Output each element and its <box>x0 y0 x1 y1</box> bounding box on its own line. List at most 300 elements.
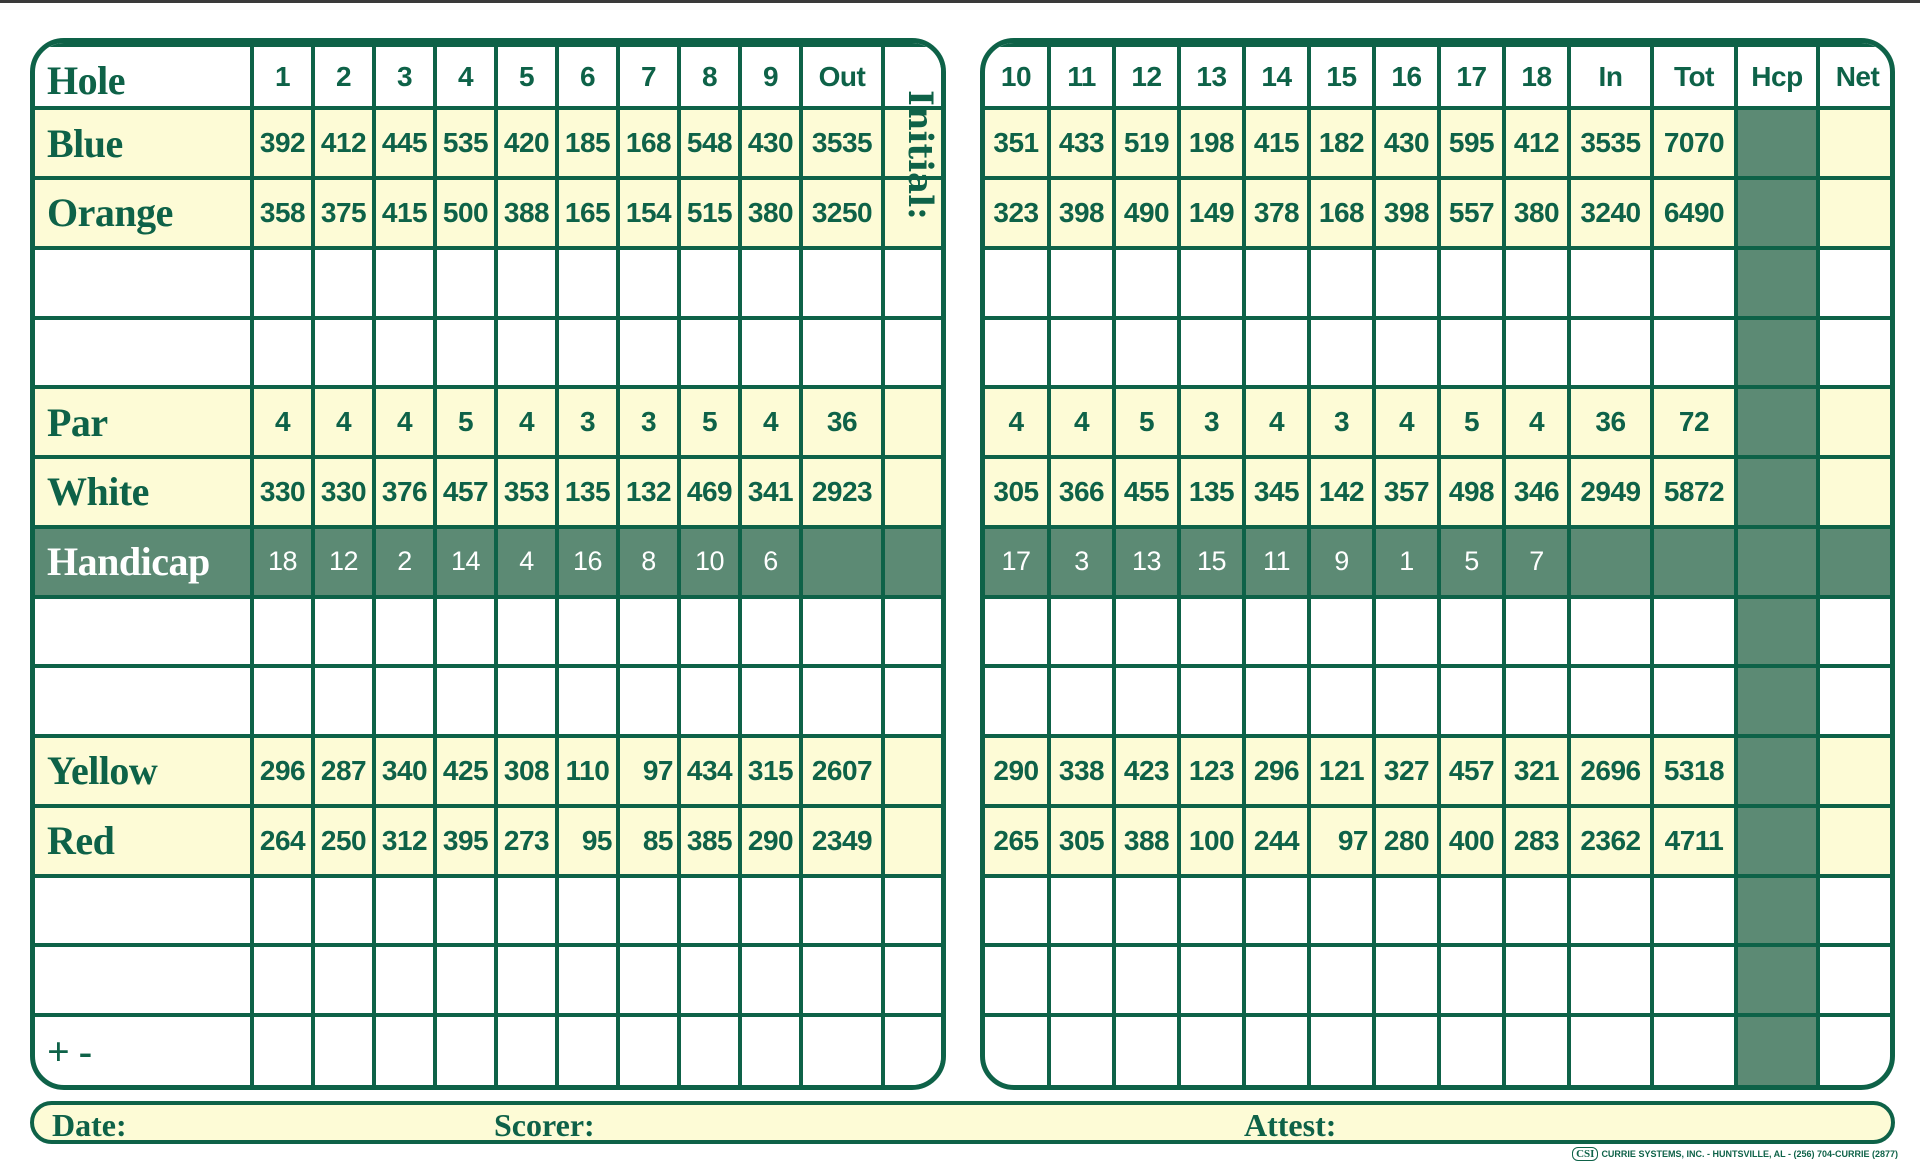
score-cell[interactable] <box>740 876 801 946</box>
score-cell[interactable] <box>1736 178 1818 248</box>
front-row <box>35 457 941 527</box>
yardage-cell: 4711 <box>1652 806 1736 876</box>
score-cell[interactable] <box>313 945 374 1015</box>
score-cell[interactable] <box>1818 318 1895 388</box>
score-cell[interactable] <box>374 248 435 318</box>
score-cell[interactable] <box>252 666 313 736</box>
score-cell[interactable] <box>1504 666 1569 736</box>
front-row <box>35 806 941 876</box>
initial-cell[interactable] <box>883 527 941 597</box>
yardage-cell: 5872 <box>1652 457 1736 527</box>
yardage-cell: 12 <box>313 527 374 597</box>
score-cell[interactable] <box>1439 945 1504 1015</box>
score-cell[interactable] <box>1309 666 1374 736</box>
score-cell[interactable] <box>801 1015 883 1085</box>
score-cell[interactable] <box>1736 457 1818 527</box>
score-cell[interactable] <box>1309 597 1374 667</box>
yardage-cell: 2349 <box>801 806 883 876</box>
score-cell[interactable] <box>1114 945 1179 1015</box>
yardage-cell: 121 <box>1309 736 1374 806</box>
score-cell[interactable] <box>1736 248 1818 318</box>
score-cell[interactable] <box>1049 597 1114 667</box>
initial-cell[interactable] <box>883 945 941 1015</box>
yardage-cell: 385 <box>679 806 740 876</box>
score-cell[interactable] <box>496 945 557 1015</box>
back-row <box>985 248 1895 318</box>
yardage-cell: 430 <box>1374 108 1439 178</box>
yardage-cell: 290 <box>985 736 1049 806</box>
score-cell[interactable] <box>1736 1015 1818 1085</box>
score-cell[interactable] <box>1374 666 1439 736</box>
yardage-cell: 353 <box>496 457 557 527</box>
yardage-cell: 3 <box>1309 387 1374 457</box>
score-cell[interactable] <box>1114 248 1179 318</box>
score-cell[interactable] <box>1114 876 1179 946</box>
score-cell[interactable] <box>1652 597 1736 667</box>
score-cell[interactable] <box>496 876 557 946</box>
score-cell[interactable] <box>1652 666 1736 736</box>
yardage-cell: 380 <box>740 178 801 248</box>
score-cell[interactable] <box>1818 1015 1895 1085</box>
hole-header-17: 17 <box>1439 45 1504 108</box>
score-cell[interactable] <box>313 318 374 388</box>
yardage-cell: 378 <box>1244 178 1309 248</box>
score-cell[interactable] <box>740 597 801 667</box>
yardage-cell: 366 <box>1049 457 1114 527</box>
score-cell[interactable] <box>496 318 557 388</box>
score-cell[interactable] <box>618 666 679 736</box>
score-cell[interactable] <box>1818 178 1895 248</box>
score-cell[interactable] <box>374 945 435 1015</box>
attest-label: Attest: <box>1244 1107 1337 1143</box>
score-cell[interactable] <box>1049 1015 1114 1085</box>
yardage-cell: 380 <box>1504 178 1569 248</box>
yardage-cell: 498 <box>1439 457 1504 527</box>
score-cell[interactable] <box>1652 527 1736 597</box>
score-cell[interactable] <box>1818 457 1895 527</box>
score-cell[interactable] <box>557 1015 618 1085</box>
yardage-cell: 5 <box>1114 387 1179 457</box>
score-cell[interactable] <box>1374 876 1439 946</box>
score-cell[interactable] <box>801 248 883 318</box>
score-cell[interactable] <box>618 945 679 1015</box>
score-cell[interactable] <box>618 597 679 667</box>
score-cell[interactable] <box>1114 597 1179 667</box>
yardage-cell: 280 <box>1374 806 1439 876</box>
score-cell[interactable] <box>1569 597 1652 667</box>
score-cell[interactable] <box>1736 527 1818 597</box>
score-cell[interactable] <box>679 318 740 388</box>
score-cell[interactable] <box>1652 248 1736 318</box>
score-cell[interactable] <box>1244 597 1309 667</box>
yardage-cell: 132 <box>618 457 679 527</box>
score-cell[interactable] <box>1569 248 1652 318</box>
yardage-cell: 168 <box>618 108 679 178</box>
score-cell[interactable] <box>985 318 1049 388</box>
score-cell[interactable] <box>1439 666 1504 736</box>
score-cell[interactable] <box>1114 318 1179 388</box>
yardage-cell: 36 <box>1569 387 1652 457</box>
score-cell[interactable] <box>1374 1015 1439 1085</box>
yardage-cell: 457 <box>1439 736 1504 806</box>
score-cell[interactable] <box>679 597 740 667</box>
score-cell[interactable] <box>1736 318 1818 388</box>
yardage-cell: 165 <box>557 178 618 248</box>
yardage-cell: 445 <box>374 108 435 178</box>
yardage-cell: 457 <box>435 457 496 527</box>
yardage-cell: 4 <box>313 387 374 457</box>
yardage-cell: 168 <box>1309 178 1374 248</box>
hole-header-6: 6 <box>557 45 618 108</box>
yardage-cell: 4 <box>252 387 313 457</box>
yardage-cell: 6 <box>740 527 801 597</box>
yardage-cell: 4 <box>1374 387 1439 457</box>
back-row <box>985 736 1895 806</box>
yardage-cell: 388 <box>496 178 557 248</box>
yardage-cell: 4 <box>496 387 557 457</box>
row-label: Yellow <box>35 736 252 806</box>
yardage-cell: 4 <box>740 387 801 457</box>
score-cell[interactable] <box>1309 318 1374 388</box>
back-nine-panel <box>980 38 1895 1090</box>
hole-header-14: 14 <box>1244 45 1309 108</box>
row-label <box>35 945 252 1015</box>
yardage-cell: 415 <box>374 178 435 248</box>
score-cell[interactable] <box>1569 666 1652 736</box>
score-cell[interactable] <box>801 318 883 388</box>
yardage-cell: 5 <box>679 387 740 457</box>
back-nine-table <box>985 43 1895 1085</box>
score-cell[interactable] <box>1818 248 1895 318</box>
scorer-label: Scorer: <box>494 1107 595 1143</box>
score-cell[interactable] <box>435 248 496 318</box>
initial-label: Initial: <box>900 90 940 220</box>
score-cell[interactable] <box>1818 736 1895 806</box>
row-label: + - <box>35 1015 252 1085</box>
score-cell[interactable] <box>1309 248 1374 318</box>
score-cell[interactable] <box>557 666 618 736</box>
yardage-cell: 412 <box>1504 108 1569 178</box>
yardage-cell: 182 <box>1309 108 1374 178</box>
score-cell[interactable] <box>1309 876 1374 946</box>
score-cell[interactable] <box>1504 1015 1569 1085</box>
yardage-cell: 290 <box>740 806 801 876</box>
score-cell[interactable] <box>1439 318 1504 388</box>
yardage-cell: 433 <box>1049 108 1114 178</box>
score-cell[interactable] <box>1736 387 1818 457</box>
score-cell[interactable] <box>435 876 496 946</box>
hole-header-8: 8 <box>679 45 740 108</box>
score-cell[interactable] <box>313 666 374 736</box>
score-cell[interactable] <box>1374 945 1439 1015</box>
score-cell[interactable] <box>1049 248 1114 318</box>
score-cell[interactable] <box>1736 597 1818 667</box>
initial-cell[interactable] <box>883 597 941 667</box>
initial-cell[interactable] <box>883 666 941 736</box>
score-cell[interactable] <box>1652 318 1736 388</box>
yardage-cell: 395 <box>435 806 496 876</box>
score-cell[interactable] <box>801 527 883 597</box>
score-cell[interactable] <box>1504 597 1569 667</box>
score-cell[interactable] <box>313 248 374 318</box>
initial-cell[interactable] <box>883 736 941 806</box>
score-cell[interactable] <box>374 876 435 946</box>
yardage-cell: 341 <box>740 457 801 527</box>
score-cell[interactable] <box>679 248 740 318</box>
score-cell[interactable] <box>374 666 435 736</box>
score-cell[interactable] <box>801 876 883 946</box>
score-cell[interactable] <box>1114 666 1179 736</box>
score-cell[interactable] <box>557 597 618 667</box>
back-row <box>985 1015 1895 1085</box>
score-cell[interactable] <box>1818 387 1895 457</box>
score-cell[interactable] <box>1179 945 1244 1015</box>
score-cell[interactable] <box>740 1015 801 1085</box>
score-cell[interactable] <box>1736 876 1818 946</box>
score-cell[interactable] <box>313 597 374 667</box>
score-cell[interactable] <box>618 248 679 318</box>
yardage-cell: 2923 <box>801 457 883 527</box>
score-cell[interactable] <box>1179 597 1244 667</box>
back-row <box>985 527 1895 597</box>
score-cell[interactable] <box>252 876 313 946</box>
score-cell[interactable] <box>740 318 801 388</box>
score-cell[interactable] <box>1244 248 1309 318</box>
score-cell[interactable] <box>1736 736 1818 806</box>
score-cell[interactable] <box>740 666 801 736</box>
score-cell[interactable] <box>374 1015 435 1085</box>
score-cell[interactable] <box>1736 945 1818 1015</box>
score-cell[interactable] <box>252 248 313 318</box>
score-cell[interactable] <box>1504 318 1569 388</box>
yardage-cell: 4 <box>985 387 1049 457</box>
score-cell[interactable] <box>985 666 1049 736</box>
back-row <box>985 945 1895 1015</box>
score-cell[interactable] <box>618 318 679 388</box>
yardage-cell: 85 <box>618 806 679 876</box>
score-cell[interactable] <box>1736 108 1818 178</box>
score-cell[interactable] <box>1309 1015 1374 1085</box>
score-cell[interactable] <box>1439 597 1504 667</box>
yardage-cell: 5318 <box>1652 736 1736 806</box>
score-cell[interactable] <box>1504 248 1569 318</box>
score-cell[interactable] <box>1049 666 1114 736</box>
row-label <box>35 666 252 736</box>
hole-header-11: 11 <box>1049 45 1114 108</box>
score-cell[interactable] <box>1179 248 1244 318</box>
score-cell[interactable] <box>435 1015 496 1085</box>
score-cell[interactable] <box>1309 945 1374 1015</box>
back-row <box>985 597 1895 667</box>
score-cell[interactable] <box>1179 318 1244 388</box>
hole-header-net: Net <box>1818 45 1895 108</box>
back-row <box>985 178 1895 248</box>
yardage-cell: 13 <box>1114 527 1179 597</box>
front-row <box>35 597 941 667</box>
score-cell[interactable] <box>1374 318 1439 388</box>
score-cell[interactable] <box>1818 876 1895 946</box>
score-cell[interactable] <box>1504 876 1569 946</box>
score-cell[interactable] <box>313 876 374 946</box>
score-cell[interactable] <box>679 1015 740 1085</box>
score-cell[interactable] <box>618 1015 679 1085</box>
initial-cell[interactable] <box>883 876 941 946</box>
yardage-cell: 375 <box>313 178 374 248</box>
hole-header-Out: Out <box>801 45 883 108</box>
score-cell[interactable] <box>679 666 740 736</box>
score-cell[interactable] <box>557 318 618 388</box>
score-cell[interactable] <box>1244 318 1309 388</box>
hole-header-9: 9 <box>740 45 801 108</box>
yardage-cell: 315 <box>740 736 801 806</box>
score-cell[interactable] <box>1179 876 1244 946</box>
score-cell[interactable] <box>1652 945 1736 1015</box>
score-cell[interactable] <box>985 945 1049 1015</box>
score-cell[interactable] <box>1569 527 1652 597</box>
yardage-cell: 2607 <box>801 736 883 806</box>
score-cell[interactable] <box>1652 1015 1736 1085</box>
score-cell[interactable] <box>1818 945 1895 1015</box>
score-cell[interactable] <box>985 597 1049 667</box>
yardage-cell: 296 <box>1244 736 1309 806</box>
score-cell[interactable] <box>557 876 618 946</box>
hole-header-18: 18 <box>1504 45 1569 108</box>
score-cell[interactable] <box>496 1015 557 1085</box>
score-cell[interactable] <box>1374 597 1439 667</box>
score-cell[interactable] <box>1049 318 1114 388</box>
yardage-cell: 142 <box>1309 457 1374 527</box>
back-row <box>985 108 1895 178</box>
score-cell[interactable] <box>1818 108 1895 178</box>
score-cell[interactable] <box>1818 597 1895 667</box>
score-cell[interactable] <box>1818 666 1895 736</box>
initial-cell[interactable] <box>883 248 941 318</box>
score-cell[interactable] <box>1049 945 1114 1015</box>
hole-header-10: 10 <box>985 45 1049 108</box>
date-label: Date: <box>52 1107 127 1143</box>
score-cell[interactable] <box>435 945 496 1015</box>
yardage-cell: 308 <box>496 736 557 806</box>
yardage-cell: 358 <box>252 178 313 248</box>
initial-cell[interactable] <box>883 1015 941 1085</box>
score-cell[interactable] <box>1244 1015 1309 1085</box>
score-cell[interactable] <box>1049 876 1114 946</box>
score-cell[interactable] <box>252 1015 313 1085</box>
yardage-cell: 515 <box>679 178 740 248</box>
yardage-cell: 338 <box>1049 736 1114 806</box>
hole-header-16: 16 <box>1374 45 1439 108</box>
score-cell[interactable] <box>435 597 496 667</box>
score-cell[interactable] <box>1818 527 1895 597</box>
yardage-cell: 2949 <box>1569 457 1652 527</box>
score-cell[interactable] <box>740 945 801 1015</box>
initial-cell[interactable] <box>883 387 941 457</box>
score-cell[interactable] <box>1244 945 1309 1015</box>
score-cell[interactable] <box>679 876 740 946</box>
score-cell[interactable] <box>496 597 557 667</box>
yardage-cell: 3 <box>557 387 618 457</box>
score-cell[interactable] <box>1179 1015 1244 1085</box>
yardage-cell: 469 <box>679 457 740 527</box>
score-cell[interactable] <box>557 945 618 1015</box>
yardage-cell: 15 <box>1179 527 1244 597</box>
score-cell[interactable] <box>1374 248 1439 318</box>
score-cell[interactable] <box>1736 666 1818 736</box>
yardage-cell: 2696 <box>1569 736 1652 806</box>
score-cell[interactable] <box>740 248 801 318</box>
initial-cell[interactable] <box>883 318 941 388</box>
score-cell[interactable] <box>252 318 313 388</box>
score-cell[interactable] <box>1818 806 1895 876</box>
header-row <box>985 45 1895 108</box>
score-cell[interactable] <box>1652 876 1736 946</box>
yardage-cell: 5 <box>1439 387 1504 457</box>
score-cell[interactable] <box>496 666 557 736</box>
yardage-cell: 330 <box>313 457 374 527</box>
score-cell[interactable] <box>252 945 313 1015</box>
score-cell[interactable] <box>496 248 557 318</box>
yardage-cell: 135 <box>1179 457 1244 527</box>
score-cell[interactable] <box>985 1015 1049 1085</box>
score-cell[interactable] <box>801 597 883 667</box>
hole-header-hcp: Hcp <box>1736 45 1818 108</box>
yardage-cell: 6490 <box>1652 178 1736 248</box>
score-cell[interactable] <box>1569 1015 1652 1085</box>
score-cell[interactable] <box>801 945 883 1015</box>
score-cell[interactable] <box>1569 876 1652 946</box>
yardage-cell: 36 <box>801 387 883 457</box>
score-cell[interactable] <box>1569 318 1652 388</box>
initial-cell[interactable] <box>883 457 941 527</box>
score-cell[interactable] <box>1439 876 1504 946</box>
score-cell[interactable] <box>435 666 496 736</box>
score-cell[interactable] <box>1114 1015 1179 1085</box>
yardage-cell: 8 <box>618 527 679 597</box>
score-cell[interactable] <box>1439 1015 1504 1085</box>
hole-header-2: 2 <box>313 45 374 108</box>
score-cell[interactable] <box>679 945 740 1015</box>
score-cell[interactable] <box>1244 666 1309 736</box>
score-cell[interactable] <box>1569 945 1652 1015</box>
yardage-cell: 7070 <box>1652 108 1736 178</box>
yardage-cell: 296 <box>252 736 313 806</box>
score-cell[interactable] <box>374 318 435 388</box>
yardage-cell: 14 <box>435 527 496 597</box>
yardage-cell: 330 <box>252 457 313 527</box>
yardage-cell: 535 <box>435 108 496 178</box>
front-row <box>35 318 941 388</box>
score-cell[interactable] <box>801 666 883 736</box>
score-cell[interactable] <box>618 876 679 946</box>
score-cell[interactable] <box>985 248 1049 318</box>
score-cell[interactable] <box>1736 806 1818 876</box>
score-cell[interactable] <box>985 876 1049 946</box>
score-cell[interactable] <box>252 597 313 667</box>
score-cell[interactable] <box>313 1015 374 1085</box>
score-cell[interactable] <box>1504 945 1569 1015</box>
score-cell[interactable] <box>435 318 496 388</box>
row-label: Par <box>35 387 252 457</box>
score-cell[interactable] <box>374 597 435 667</box>
score-cell[interactable] <box>557 248 618 318</box>
score-cell[interactable] <box>1244 876 1309 946</box>
yardage-cell: 4 <box>1049 387 1114 457</box>
yardage-cell: 16 <box>557 527 618 597</box>
score-cell[interactable] <box>1439 248 1504 318</box>
initial-cell[interactable] <box>883 806 941 876</box>
score-cell[interactable] <box>1179 666 1244 736</box>
hole-header-7: 7 <box>618 45 679 108</box>
